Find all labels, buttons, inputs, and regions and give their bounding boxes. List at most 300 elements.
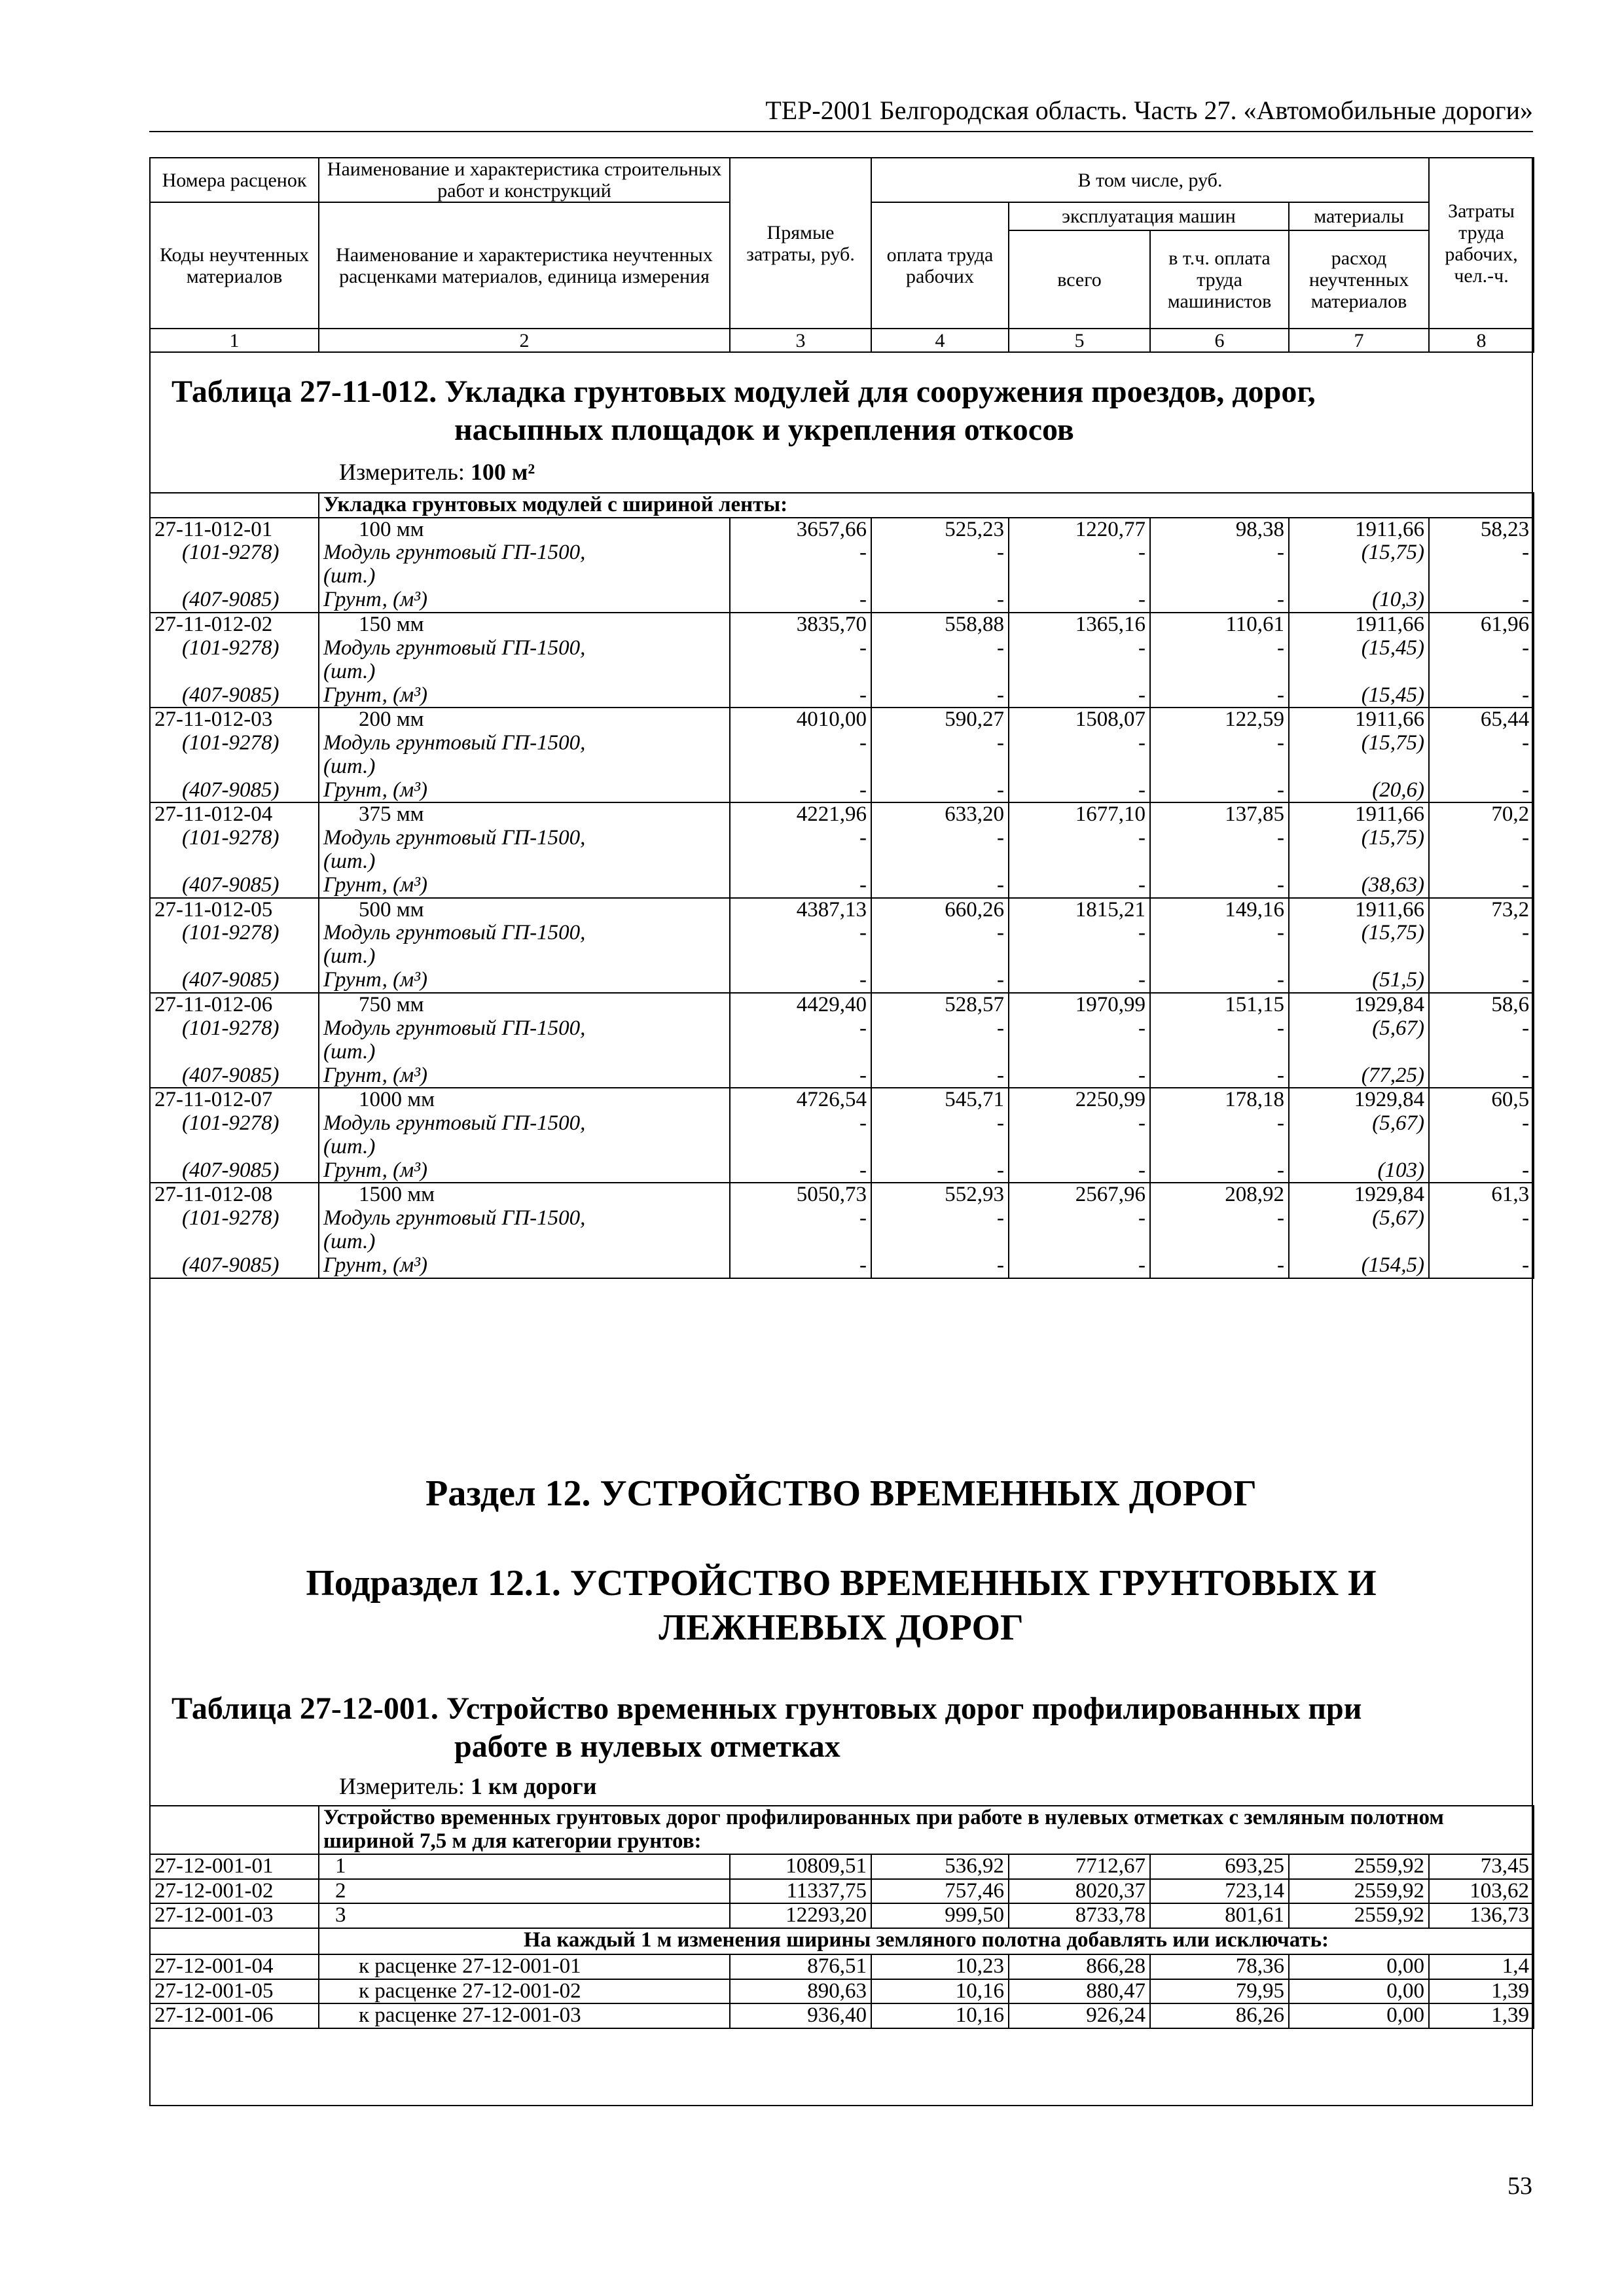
material-code: (407-9085) [150,1064,319,1088]
value-cell: 73,45 [1429,1854,1534,1879]
dash-cell: - [1429,779,1534,803]
empty-cell [1150,850,1289,874]
col-number: 1 [150,329,319,352]
title-line: насыпных площадок и укрепления откосов [454,412,1074,447]
measure-value: 100 м² [470,459,535,485]
table-row [150,1112,1534,1136]
material-name: Грунт, (м³) [319,588,730,613]
table-row [150,493,1534,518]
empty-cell [1150,945,1289,969]
material-name: Модуль грунтовый ГП-1500, [319,1112,730,1136]
dash-cell: - [1150,637,1289,660]
material-consumption: (5,67) [1289,1207,1429,1230]
col-work-name: Наименование и характеристика строительных работ и конструкций [319,158,730,202]
empty-cell [1150,1041,1289,1064]
value-cell: 1911,66 [1289,708,1429,732]
col-material-consumption: расход неучтенных материалов [1289,230,1429,329]
dash-cell: - [1009,1207,1150,1230]
value-cell: 11337,75 [730,1879,871,1904]
rate-name: 100 мм [319,518,730,542]
dash-cell: - [871,637,1009,660]
value-cell: 693,25 [1150,1854,1289,1879]
table-row [150,779,1534,803]
value-cell: 2559,92 [1289,1903,1429,1928]
value-cell: 151,15 [1150,993,1289,1017]
dash-cell: - [871,588,1009,613]
rate-name: к расценке 27-12-001-01 [319,1954,730,1979]
value-cell: 4726,54 [730,1088,871,1112]
dash-cell: - [871,1207,1009,1230]
table-title [171,1690,1520,1766]
value-cell: 4010,00 [730,708,871,732]
col-labor-hours: Затраты труда рабочих, чел.-ч. [1429,158,1534,329]
empty-cell [730,945,871,969]
empty-cell [1009,850,1150,874]
dash-cell: - [1429,684,1534,708]
value-cell: 1911,66 [1289,613,1429,637]
material-code: (407-9085) [150,874,319,898]
rate-name: 375 мм [319,802,730,827]
value-cell: 633,20 [871,802,1009,827]
dash-cell: - [1429,1064,1534,1088]
empty-cell [150,945,319,969]
rate-name: 1000 мм [319,1088,730,1112]
empty-cell [150,1806,319,1854]
table-row [150,802,1534,827]
running-header: ТЕР-2001 Белгородская область. Часть 27. «Автомобильные дороги» [149,90,1533,132]
empty-cell [1150,1230,1289,1254]
empty-cell [1289,660,1429,684]
material-code: (101-9278) [150,1112,319,1136]
table-row [150,827,1534,850]
dash-cell: - [1429,1207,1534,1230]
empty-cell [1289,945,1429,969]
dash-cell: - [730,1064,871,1088]
dash-cell: - [1150,969,1289,993]
dash-cell: - [1009,732,1150,755]
value-cell: 936,40 [730,2003,871,2028]
value-cell: 552,93 [871,1183,1009,1207]
rate-code: 27-12-001-03 [150,1903,319,1928]
rate-name: 3 [319,1903,730,1928]
empty-cell [871,1230,1009,1254]
title-line: работе в нулевых отметках [454,1729,840,1764]
dash-cell: - [1150,1112,1289,1136]
value-cell: 58,23 [1429,518,1534,542]
value-cell: 1911,66 [1289,518,1429,542]
value-cell: 4429,40 [730,993,871,1017]
table-title [171,373,1520,449]
value-cell: 0,00 [1289,2003,1429,2028]
material-consumption: (10,3) [1289,588,1429,613]
material-unit: (шт.) [319,1041,730,1064]
dash-cell: - [1429,637,1534,660]
value-cell: 545,71 [871,1088,1009,1112]
dash-cell: - [1150,732,1289,755]
table-row [150,1979,1534,2004]
measure-label: Измеритель: [339,1773,465,1799]
empty-cell [150,850,319,874]
col-number: 8 [1429,329,1534,352]
table-row [150,684,1534,708]
dash-cell: - [1150,1254,1289,1278]
empty-cell [150,1136,319,1159]
dash-cell: - [1009,922,1150,945]
dash-cell: - [1150,684,1289,708]
value-cell: 723,14 [1150,1879,1289,1904]
rate-name: 750 мм [319,993,730,1017]
dash-cell: - [871,684,1009,708]
material-name: Модуль грунтовый ГП-1500, [319,541,730,565]
material-consumption: (51,5) [1289,969,1429,993]
value-cell: 86,26 [1150,2003,1289,2028]
material-name: Грунт, (м³) [319,1254,730,1278]
value-cell: 1508,07 [1009,708,1150,732]
dash-cell: - [1009,1112,1150,1136]
dash-cell: - [1009,1254,1150,1278]
material-unit: (шт.) [319,755,730,779]
empty-cell [1009,945,1150,969]
material-consumption: (15,45) [1289,684,1429,708]
value-cell: 12293,20 [730,1903,871,1928]
table-row [150,898,1534,922]
value-cell: 866,28 [1009,1954,1150,1979]
measure [339,1772,596,1800]
dash-cell: - [1429,922,1534,945]
material-code: (407-9085) [150,588,319,613]
empty-cell [871,565,1009,588]
rate-name: 200 мм [319,708,730,732]
material-name: Грунт, (м³) [319,969,730,993]
empty-cell [730,850,871,874]
table-row [150,1879,1534,1904]
dash-cell: - [1150,779,1289,803]
dash-cell: - [730,1112,871,1136]
table-row [150,1064,1534,1088]
dash-cell: - [1009,541,1150,565]
material-name: Модуль грунтовый ГП-1500, [319,1207,730,1230]
dash-cell: - [1150,541,1289,565]
measure-value: 1 км дороги [470,1773,597,1799]
material-consumption: (15,75) [1289,541,1429,565]
value-cell: 1911,66 [1289,802,1429,827]
value-cell: 103,62 [1429,1879,1534,1904]
empty-cell [730,565,871,588]
value-cell: 1929,84 [1289,993,1429,1017]
dash-cell: - [871,1064,1009,1088]
value-cell: 7712,67 [1009,1854,1150,1879]
material-code: (101-9278) [150,827,319,850]
rate-code: 27-11-012-05 [150,898,319,922]
value-cell: 558,88 [871,613,1009,637]
dash-cell: - [730,541,871,565]
value-cell: 8733,78 [1009,1903,1150,1928]
col-number: 4 [871,329,1009,352]
value-cell: 890,63 [730,1979,871,2004]
value-cell: 149,16 [1150,898,1289,922]
empty-cell [1150,755,1289,779]
value-cell: 70,2 [1429,802,1534,827]
rate-code: 27-12-001-02 [150,1879,319,1904]
empty-cell [871,660,1009,684]
dash-cell: - [1150,827,1289,850]
dash-cell: - [1009,779,1150,803]
material-name: Модуль грунтовый ГП-1500, [319,827,730,850]
group-heading: Устройство временных грунтовых дорог профилированных при работе в нулевых отметках с земляным полотном шириной 7,5 м для категории грунтов: [319,1806,1534,1854]
empty-cell [1009,755,1150,779]
col-machinist-pay: в т.ч. оплата труда машинистов [1150,230,1289,329]
dash-cell: - [1150,874,1289,898]
dash-cell: - [1429,969,1534,993]
value-cell: 876,51 [730,1954,871,1979]
value-cell: 2250,99 [1009,1088,1150,1112]
material-name: Грунт, (м³) [319,779,730,803]
dash-cell: - [730,1017,871,1041]
dash-cell: - [871,1112,1009,1136]
table-row [150,1136,1534,1159]
rate-name: 150 мм [319,613,730,637]
table-row [150,1854,1534,1879]
empty-cell [1429,945,1534,969]
dash-cell: - [730,779,871,803]
material-consumption: (5,67) [1289,1017,1429,1041]
empty-cell [1009,660,1150,684]
material-code: (101-9278) [150,1207,319,1230]
empty-cell [730,660,871,684]
material-code: (101-9278) [150,1017,319,1041]
value-cell: 98,38 [1150,518,1289,542]
material-consumption: (5,67) [1289,1112,1429,1136]
dash-cell: - [871,1159,1009,1183]
table-row [150,660,1534,684]
empty-cell [730,755,871,779]
table-row [150,1159,1534,1183]
table-row [150,1017,1534,1041]
empty-cell [1429,565,1534,588]
table-row [150,518,1534,542]
dash-cell: - [871,827,1009,850]
dash-cell: - [1009,588,1150,613]
table-row [150,1088,1534,1112]
dash-cell: - [1429,1254,1534,1278]
subsection-line: ЛЕЖНЕВЫХ ДОРОГ [659,1607,1024,1648]
subsection-line: Подраздел 12.1. УСТРОЙСТВО ВРЕМЕННЫХ ГРУНТОВЫХ И [306,1563,1377,1604]
empty-cell [871,1136,1009,1159]
empty-cell [1150,660,1289,684]
rate-code: 27-11-012-07 [150,1088,319,1112]
dash-cell: - [1429,1112,1534,1136]
empty-cell [1289,1136,1429,1159]
rates-table-27-11-012 [149,492,1534,1279]
value-cell: 2559,92 [1289,1854,1429,1879]
table-row [150,850,1534,874]
table-row [150,1254,1534,1278]
dash-cell: - [1429,1159,1534,1183]
value-cell: 110,61 [1150,613,1289,637]
dash-cell: - [730,969,871,993]
rate-code: 27-11-012-08 [150,1183,319,1207]
value-cell: 1365,16 [1009,613,1150,637]
table-row [150,732,1534,755]
material-code: (101-9278) [150,637,319,660]
table-row [150,945,1534,969]
table-row [150,613,1534,637]
material-unit: (шт.) [319,1136,730,1159]
dash-cell: - [1150,922,1289,945]
table-row [150,637,1534,660]
empty-cell [1289,565,1429,588]
empty-cell [1429,755,1534,779]
table-row [150,2003,1534,2028]
material-code: (407-9085) [150,779,319,803]
empty-cell [1009,1041,1150,1064]
rate-code: 27-11-012-03 [150,708,319,732]
material-consumption: (15,75) [1289,922,1429,945]
material-name: Модуль грунтовый ГП-1500, [319,732,730,755]
dash-cell: - [730,1254,871,1278]
value-cell: 1220,77 [1009,518,1150,542]
dash-cell: - [1150,1207,1289,1230]
dash-cell: - [871,1017,1009,1041]
table-row [150,1183,1534,1207]
material-consumption: (38,63) [1289,874,1429,898]
rate-code: 27-11-012-01 [150,518,319,542]
table-row [150,541,1534,565]
empty-cell [871,850,1009,874]
empty-cell [150,1928,319,1954]
section-heading: Раздел 12. УСТРОЙСТВО ВРЕМЕННЫХ ДОРОГ [425,1473,1257,1514]
table-row [150,874,1534,898]
value-cell: 178,18 [1150,1088,1289,1112]
col-number: 7 [1289,329,1429,352]
empty-cell [1429,1136,1534,1159]
rate-name: 1500 мм [319,1183,730,1207]
value-cell: 79,95 [1150,1979,1289,2004]
empty-cell [871,945,1009,969]
dash-cell: - [730,1159,871,1183]
value-cell: 3835,70 [730,613,871,637]
value-cell: 4387,13 [730,898,871,922]
material-name: Модуль грунтовый ГП-1500, [319,922,730,945]
material-name: Грунт, (м³) [319,1064,730,1088]
table-row [150,1041,1534,1064]
dash-cell: - [1009,874,1150,898]
value-cell: 590,27 [871,708,1009,732]
dash-cell: - [871,779,1009,803]
empty-cell [1150,565,1289,588]
empty-cell [150,493,319,518]
rate-name: 500 мм [319,898,730,922]
material-name: Модуль грунтовый ГП-1500, [319,637,730,660]
col-number: 5 [1009,329,1150,352]
value-cell: 10,16 [871,2003,1009,2028]
rate-code: 27-12-001-05 [150,1979,319,2004]
material-consumption: (15,45) [1289,637,1429,660]
empty-cell [1429,1230,1534,1254]
empty-cell [1150,1136,1289,1159]
col-direct-costs: Прямые затраты, руб. [730,158,871,329]
material-code: (407-9085) [150,1159,319,1183]
value-cell: 65,44 [1429,708,1534,732]
empty-cell [150,660,319,684]
empty-cell [871,755,1009,779]
empty-cell [871,1041,1009,1064]
empty-cell [1289,1041,1429,1064]
table-row [150,922,1534,945]
dash-cell: - [1009,684,1150,708]
value-cell: 525,23 [871,518,1009,542]
dash-cell: - [1150,1017,1289,1041]
title-line: Таблица 27-12-001. Устройство временных грунтовых дорог профилированных при [171,1691,1362,1726]
dash-cell: - [730,684,871,708]
empty-cell [1009,1230,1150,1254]
dash-cell: - [1150,1064,1289,1088]
value-cell: 136,73 [1429,1903,1534,1928]
dash-cell: - [1429,588,1534,613]
dash-cell: - [730,588,871,613]
empty-cell [1429,660,1534,684]
col-materials: материалы [1289,202,1429,230]
dash-cell: - [871,541,1009,565]
empty-cell [150,1230,319,1254]
group-heading: Укладка грунтовых модулей с шириной ленты: [319,493,1534,518]
col-unaccounted-codes: Коды неучтенных материалов [150,202,319,329]
col-including: В том числе, руб. [871,158,1429,202]
value-cell: 1,39 [1429,2003,1534,2028]
value-cell: 757,46 [871,1879,1009,1904]
empty-cell [1429,850,1534,874]
rate-code: 27-12-001-04 [150,1954,319,1979]
empty-cell [1289,1230,1429,1254]
table-row [150,1928,1534,1954]
empty-cell [1009,565,1150,588]
value-cell: 60,5 [1429,1088,1534,1112]
rate-name: к расценке 27-12-001-02 [319,1979,730,2004]
empty-cell [1289,850,1429,874]
dash-cell: - [730,1207,871,1230]
dash-cell: - [1429,541,1534,565]
col-number: 3 [730,329,871,352]
table-row [150,969,1534,993]
value-cell: 528,57 [871,993,1009,1017]
material-unit: (шт.) [319,660,730,684]
table-row [150,755,1534,779]
value-cell: 61,3 [1429,1183,1534,1207]
dash-cell: - [1429,827,1534,850]
value-cell: 61,96 [1429,613,1534,637]
rate-name: 2 [319,1879,730,1904]
value-cell: 1970,99 [1009,993,1150,1017]
dash-cell: - [1009,827,1150,850]
value-cell: 8020,37 [1009,1879,1150,1904]
value-cell: 0,00 [1289,1954,1429,1979]
col-rate-numbers: Номера расценок [150,158,319,202]
value-cell: 801,61 [1150,1903,1289,1928]
value-cell: 660,26 [871,898,1009,922]
table-row [150,708,1534,732]
value-cell: 10809,51 [730,1854,871,1879]
value-cell: 1911,66 [1289,898,1429,922]
table-row [150,1903,1534,1928]
material-name: Грунт, (м³) [319,1159,730,1183]
value-cell: 1,4 [1429,1954,1534,1979]
material-unit: (шт.) [319,1230,730,1254]
empty-cell [730,1230,871,1254]
page-number: 53 [1507,2172,1532,2200]
col-worker-pay: оплата труда рабочих [871,202,1009,329]
dash-cell: - [871,732,1009,755]
dash-cell: - [1009,637,1150,660]
